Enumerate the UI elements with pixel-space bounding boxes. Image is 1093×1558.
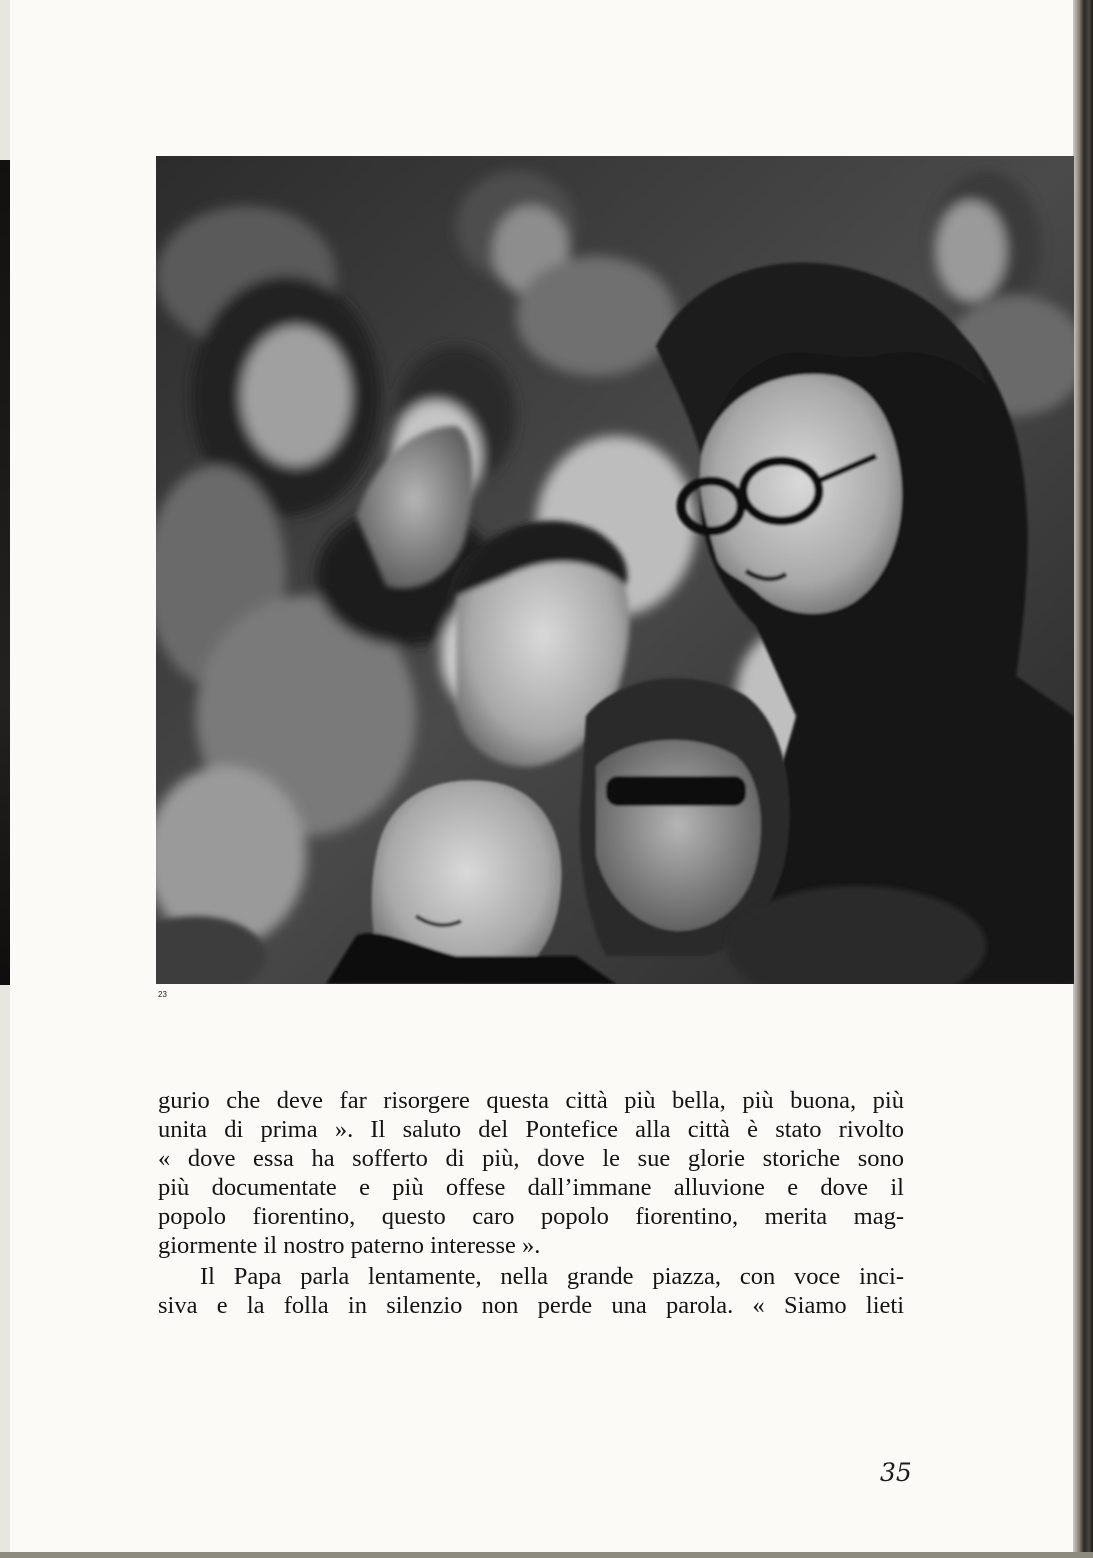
text-line: unita di prima ». Il saluto del Pontefice alla città è stato rivolto	[158, 1116, 904, 1143]
crowd-photo	[156, 156, 1074, 984]
text-line: gurio che deve far risorgere questa città più bella, più buona, più	[158, 1087, 904, 1114]
body-text	[158, 1086, 904, 1320]
text-line: popolo fiorentino, questo caro popolo fiorentino, merita mag-	[158, 1203, 904, 1230]
crowd-photo-drawing	[156, 156, 1074, 984]
text-line: giormente il nostro paterno interesse ».	[158, 1232, 541, 1259]
text-line: siva e la folla in silenzio non perde una parola. « Siamo lieti	[158, 1292, 904, 1319]
page-number: 35	[880, 1458, 912, 1487]
text-line: Il Papa parla lentamente, nella grande piazza, con voce inci-	[200, 1263, 904, 1290]
text-line: « dove essa ha sofferto di più, dove le sue glorie storiche sono	[158, 1145, 904, 1172]
figure-number: 23	[158, 990, 167, 999]
book-spine-edge	[1073, 0, 1093, 1558]
text-line: più documentate e più offese dall’immane alluvione e dove il	[158, 1174, 904, 1201]
page-bottom-edge	[0, 1552, 1093, 1558]
